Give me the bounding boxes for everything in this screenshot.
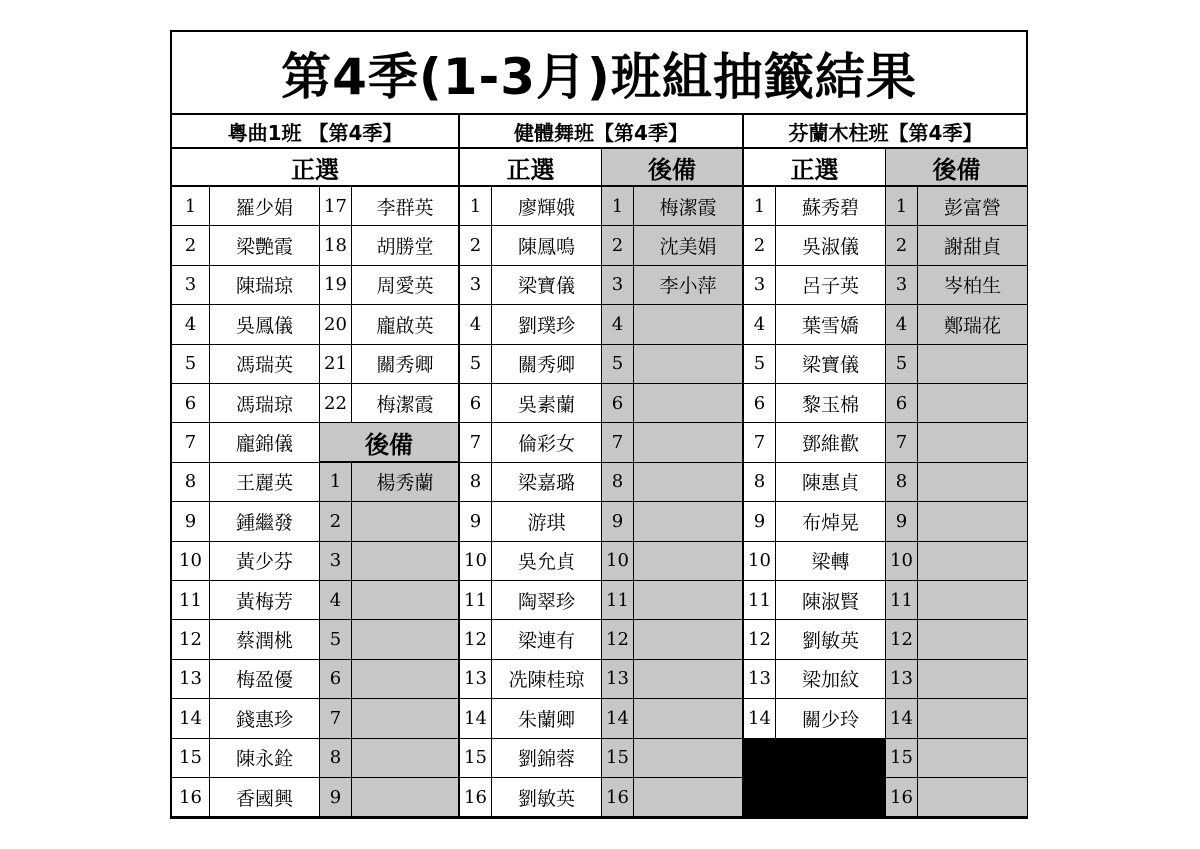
member-name: 李小萍 [634,266,744,305]
member-name: 黎玉棉 [776,384,886,423]
backup-list-header: 後備 [320,423,460,462]
member-name: 朱蘭卿 [492,699,602,738]
row-number: 12 [460,620,492,659]
row-number: 12 [886,620,918,659]
member-name: 周愛英 [352,266,460,305]
row-number: 16 [172,778,210,817]
row-number: 2 [460,226,492,265]
member-name: 鄧維歡 [776,423,886,462]
row-number: 15 [886,739,918,778]
row-number: 7 [460,423,492,462]
row-number: 3 [172,266,210,305]
row-number: 9 [886,502,918,541]
member-name: 關秀卿 [492,345,602,384]
member-name: 彭富營 [918,187,1028,226]
row-number: 10 [602,542,634,581]
row-number: 21 [320,345,352,384]
member-name: 陳惠貞 [776,463,886,502]
member-name: 劉璞珍 [492,305,602,344]
row-number: 2 [172,226,210,265]
member-name: 龐錦儀 [210,423,320,462]
member-name: 王麗英 [210,463,320,502]
member-name: 關秀卿 [352,345,460,384]
member-name: 香國興 [210,778,320,817]
main-list-header: 正選 [460,149,602,187]
member-name: 鄭瑞花 [918,305,1028,344]
member-name: 梁加紋 [776,660,886,699]
row-number: 22 [320,384,352,423]
row-number: 4 [320,581,352,620]
member-name [634,581,744,620]
row-number: 14 [172,699,210,738]
member-name [918,542,1028,581]
row-number: 1 [886,187,918,226]
row-number: 16 [886,778,918,817]
member-name [918,384,1028,423]
member-name: 陶翠珍 [492,581,602,620]
member-name [634,660,744,699]
member-name [918,620,1028,659]
member-name: 梁連有 [492,620,602,659]
row-number: 1 [320,463,352,502]
member-name: 錢惠珍 [210,699,320,738]
row-number: 2 [886,226,918,265]
member-name: 鍾繼發 [210,502,320,541]
member-name: 梁嘉璐 [492,463,602,502]
row-number: 9 [320,778,352,817]
member-name: 蔡潤桃 [210,620,320,659]
row-number: 4 [886,305,918,344]
member-name: 馮瑞琼 [210,384,320,423]
member-name [918,502,1028,541]
member-name [352,699,460,738]
row-number: 12 [172,620,210,659]
row-number: 16 [602,778,634,817]
member-name: 梅潔霞 [634,187,744,226]
member-name: 劉敏英 [776,620,886,659]
row-number: 15 [602,739,634,778]
member-name [352,739,460,778]
row-number: 1 [460,187,492,226]
row-number: 4 [744,305,776,344]
member-name [352,620,460,659]
member-name: 游琪 [492,502,602,541]
row-number: 9 [744,502,776,541]
member-name: 廖輝娥 [492,187,602,226]
row-number: 6 [602,384,634,423]
member-name: 梅盈優 [210,660,320,699]
member-name [634,502,744,541]
member-name [634,423,744,462]
row-number: 2 [602,226,634,265]
row-number: 2 [320,502,352,541]
member-name [634,542,744,581]
row-number: 3 [320,542,352,581]
row-number: 11 [744,581,776,620]
member-name: 梅潔霞 [352,384,460,423]
row-number: 3 [602,266,634,305]
member-name: 沈美娟 [634,226,744,265]
draw-results-sheet [170,30,1028,819]
class-header: 芬蘭木柱班【第4季】 [744,115,1028,149]
class-header: 粵曲1班 【第4季】 [172,115,460,149]
row-number: 13 [172,660,210,699]
member-name: 關少玲 [776,699,886,738]
member-name [918,778,1028,817]
member-name: 吳允貞 [492,542,602,581]
member-name: 黃梅芳 [210,581,320,620]
row-number: 7 [886,423,918,462]
member-name: 陳淑賢 [776,581,886,620]
member-name [918,423,1028,462]
member-name: 劉錦蓉 [492,739,602,778]
member-name: 蘇秀碧 [776,187,886,226]
row-number: 13 [744,660,776,699]
member-name [918,739,1028,778]
member-name: 陳永銓 [210,739,320,778]
row-number: 14 [744,699,776,738]
row-number: 6 [744,384,776,423]
row-number: 11 [172,581,210,620]
row-number: 7 [602,423,634,462]
class-header: 健體舞班【第4季】 [460,115,744,149]
row-number: 8 [886,463,918,502]
row-number: 6 [320,660,352,699]
row-number: 13 [886,660,918,699]
row-number: 11 [886,581,918,620]
row-number: 13 [460,660,492,699]
member-name: 梁寶儀 [776,345,886,384]
row-number: 10 [886,542,918,581]
member-name [352,778,460,817]
row-number: 6 [460,384,492,423]
row-number: 19 [320,266,352,305]
member-name [634,345,744,384]
row-number: 16 [460,778,492,817]
row-number: 14 [460,699,492,738]
row-number: 9 [602,502,634,541]
member-name: 布焯晃 [776,502,886,541]
row-number: 7 [320,699,352,738]
row-number: 6 [886,384,918,423]
row-number: 5 [886,345,918,384]
row-number: 5 [460,345,492,384]
member-name [918,699,1028,738]
member-name: 黃少芬 [210,542,320,581]
page-title: 第4季(1-3月)班組抽籤結果 [172,32,1026,115]
member-name [634,305,744,344]
member-name [352,660,460,699]
member-name [634,699,744,738]
row-number: 5 [172,345,210,384]
row-number: 5 [320,620,352,659]
member-name: 梁艷霞 [210,226,320,265]
row-number: 8 [460,463,492,502]
member-name: 梁寶儀 [492,266,602,305]
row-number: 7 [172,423,210,462]
backup-list-header: 後備 [886,149,1028,187]
row-number: 5 [744,345,776,384]
row-number: 14 [886,699,918,738]
member-name: 龐啟英 [352,305,460,344]
member-name: 楊秀蘭 [352,463,460,502]
row-number: 12 [602,620,634,659]
row-number: 18 [320,226,352,265]
row-number: 6 [172,384,210,423]
member-name [352,581,460,620]
row-number: 1 [172,187,210,226]
row-number: 4 [172,305,210,344]
member-name [918,581,1028,620]
row-number: 12 [744,620,776,659]
member-name [352,502,460,541]
member-name [918,345,1028,384]
member-name: 李群英 [352,187,460,226]
row-number: 4 [460,305,492,344]
member-name [634,739,744,778]
member-name: 吳淑儀 [776,226,886,265]
row-number: 8 [602,463,634,502]
row-number: 14 [602,699,634,738]
member-name [918,660,1028,699]
backup-list-header: 後備 [602,149,744,187]
row-number: 4 [602,305,634,344]
row-number: 10 [172,542,210,581]
member-name [918,463,1028,502]
row-number: 1 [744,187,776,226]
member-name: 呂子英 [776,266,886,305]
row-number: 17 [320,187,352,226]
member-name: 吳鳳儀 [210,305,320,344]
member-name: 胡勝堂 [352,226,460,265]
row-number: 1 [602,187,634,226]
row-number: 9 [460,502,492,541]
row-number: 10 [744,542,776,581]
row-number: 7 [744,423,776,462]
row-number: 2 [744,226,776,265]
unused-slots-block [744,739,886,818]
results-grid [172,115,1026,817]
member-name [634,778,744,817]
member-name: 倫彩女 [492,423,602,462]
row-number: 15 [460,739,492,778]
member-name: 謝甜貞 [918,226,1028,265]
row-number: 13 [602,660,634,699]
member-name: 岑柏生 [918,266,1028,305]
member-name: 陳瑞琼 [210,266,320,305]
row-number: 9 [172,502,210,541]
main-list-header: 正選 [744,149,886,187]
row-number: 3 [886,266,918,305]
member-name [634,620,744,659]
row-number: 5 [602,345,634,384]
member-name: 梁轉 [776,542,886,581]
member-name [634,384,744,423]
member-name [634,463,744,502]
member-name [352,542,460,581]
row-number: 11 [602,581,634,620]
row-number: 20 [320,305,352,344]
main-list-header: 正選 [172,149,460,187]
member-name: 羅少娟 [210,187,320,226]
member-name: 陳鳳鳴 [492,226,602,265]
row-number: 8 [744,463,776,502]
row-number: 10 [460,542,492,581]
row-number: 8 [320,739,352,778]
member-name: 吳素蘭 [492,384,602,423]
member-name: 冼陳桂琼 [492,660,602,699]
row-number: 8 [172,463,210,502]
row-number: 3 [460,266,492,305]
row-number: 3 [744,266,776,305]
row-number: 11 [460,581,492,620]
row-number: 15 [172,739,210,778]
member-name: 馮瑞英 [210,345,320,384]
member-name: 葉雪嬌 [776,305,886,344]
member-name: 劉敏英 [492,778,602,817]
